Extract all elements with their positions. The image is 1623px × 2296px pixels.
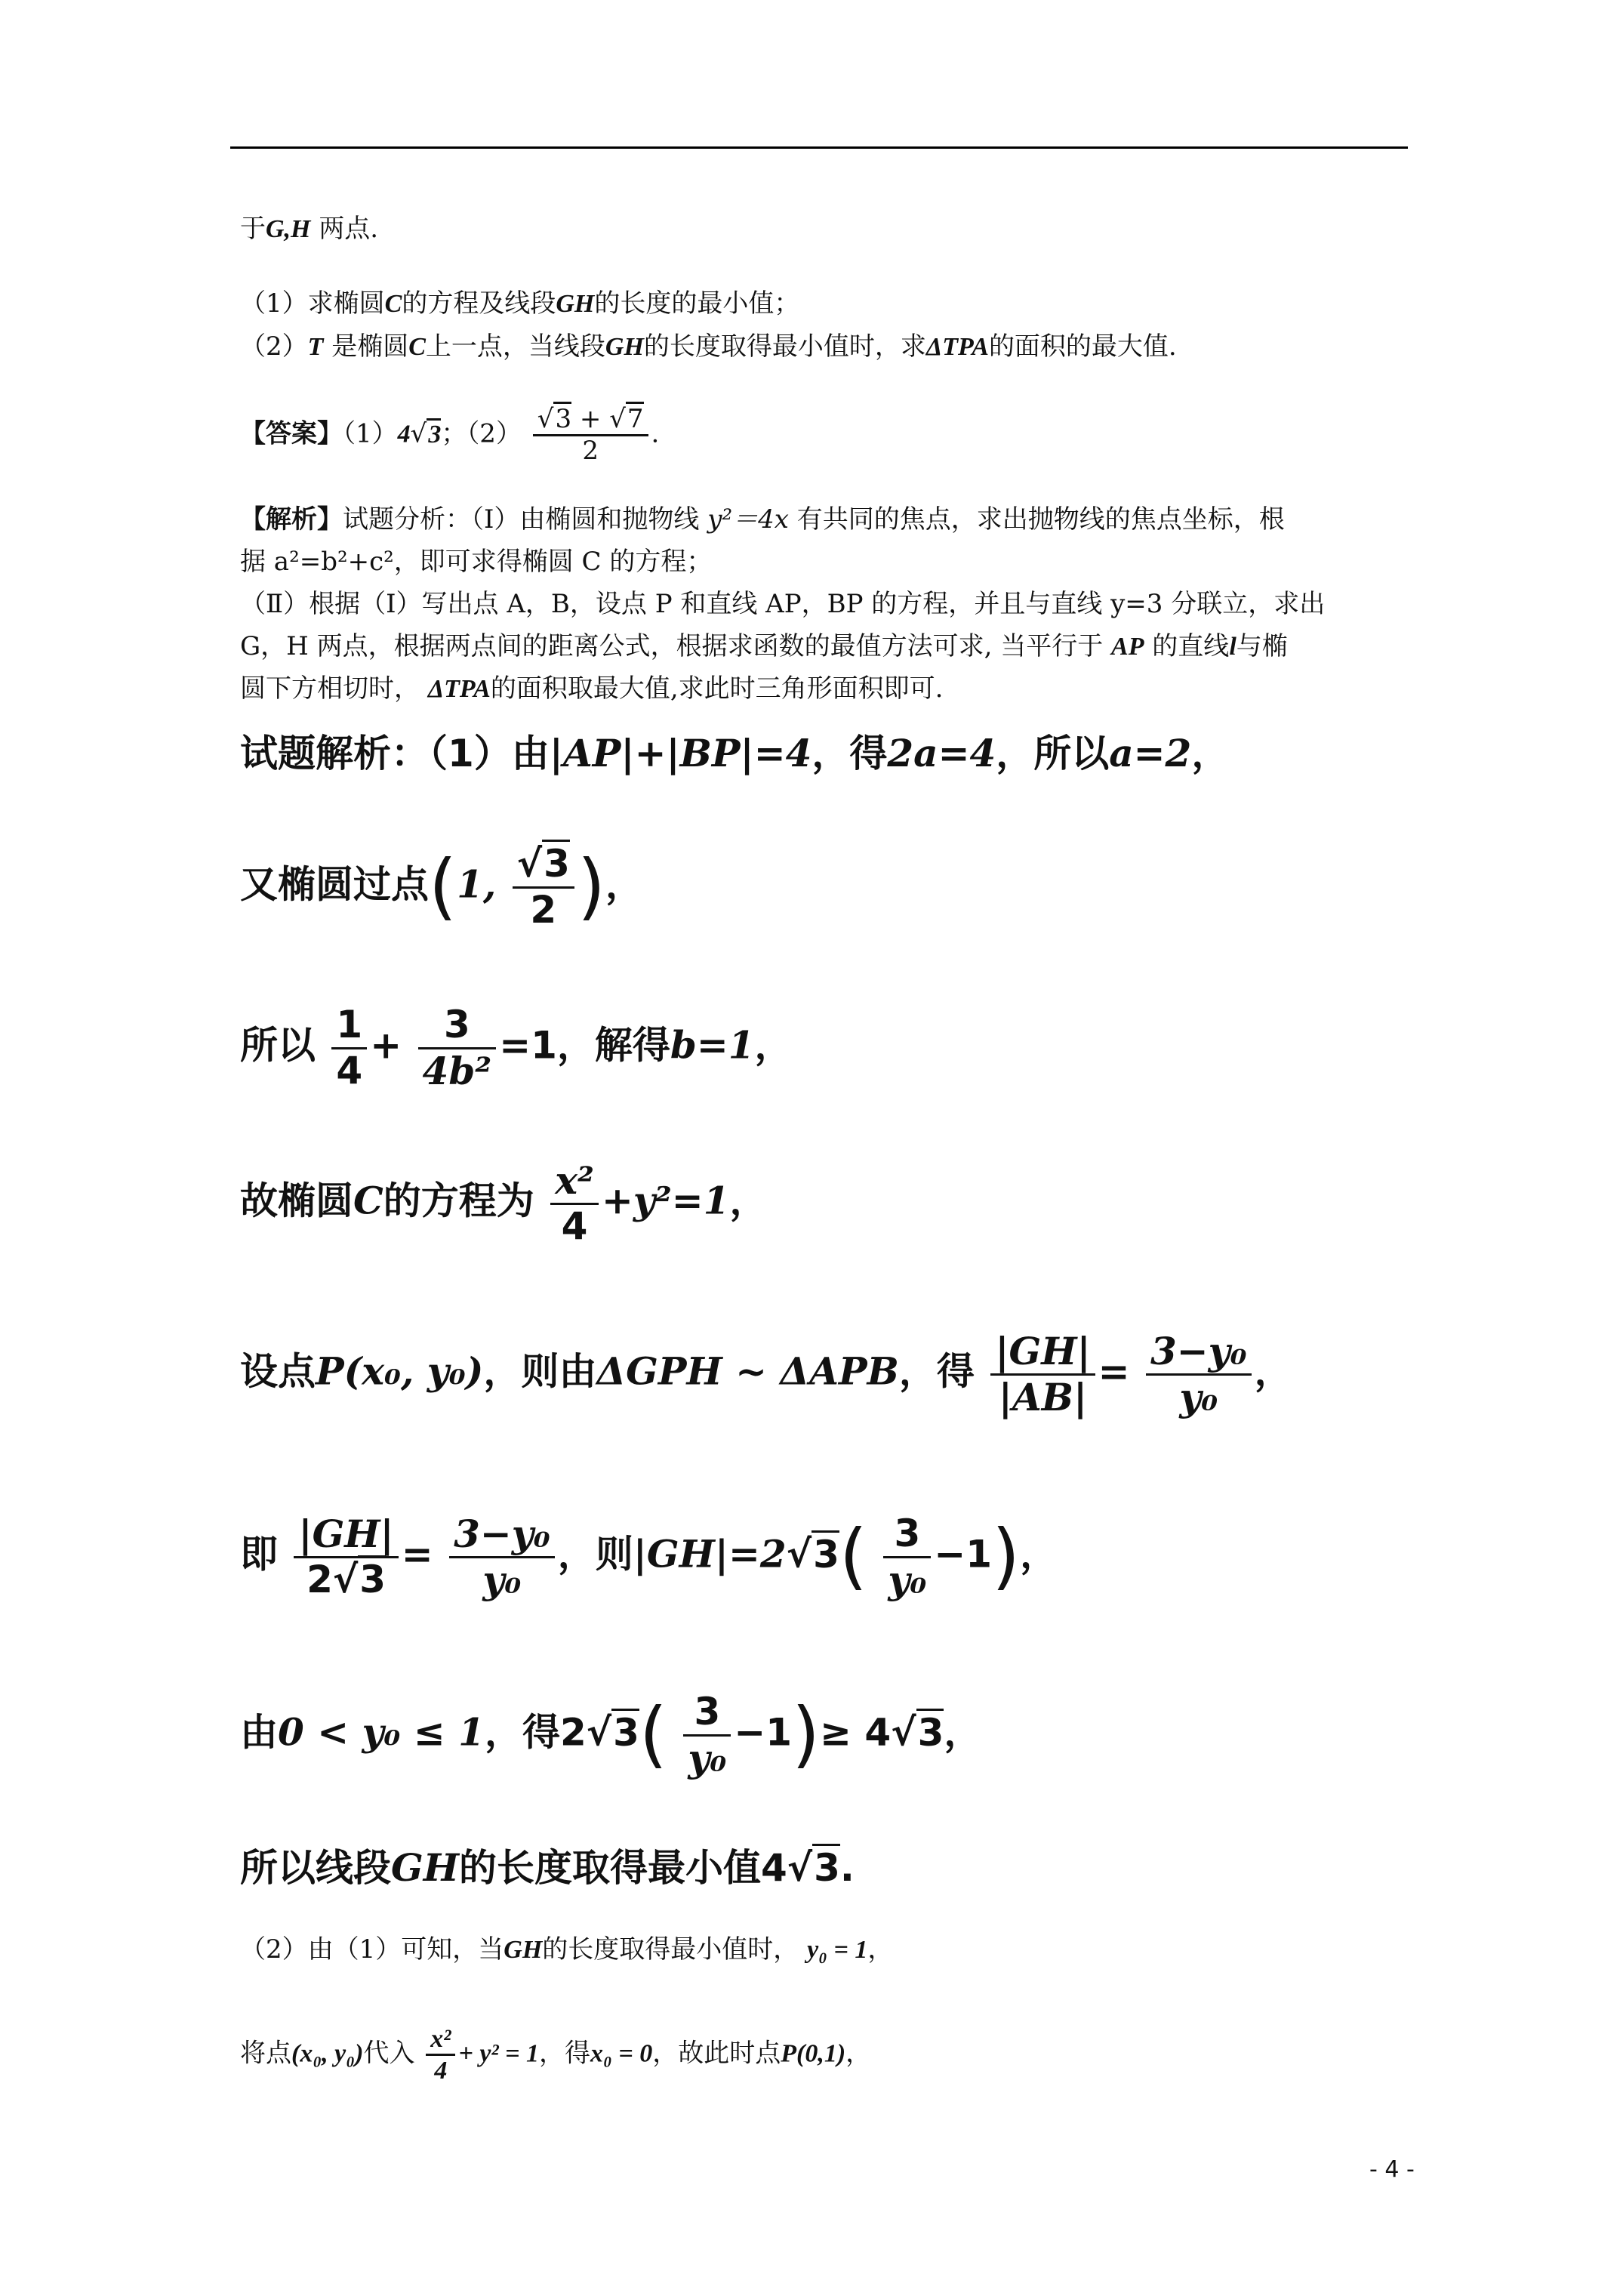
solution-line-9: （2）由（1）可知，当GH的长度取得最小值时， y₀ = 1，	[240, 1934, 894, 1965]
page-number: - 4 -	[1369, 2156, 1415, 2183]
analysis-line-2: 据 a²=b²+c²，即可求得椭圆 C 的方程；	[240, 547, 713, 577]
analysis-line-5: 圆下方相切时， ΔTPA的面积取最大值,求此时三角形面积即可.	[240, 673, 944, 704]
line-gh-points: 于G,H 两点.	[240, 214, 379, 244]
solution-line-1: 试题解析：（1）由|AP|+|BP|=4，得2a=4，所以a=2，	[240, 731, 1230, 775]
analysis-line-3: （Ⅱ）根据（Ⅰ）写出点 A，B，设点 P 和直线 AP，BP 的方程，并且与直线 y=3 分联立，求出	[240, 589, 1326, 619]
solution-line-8: 所以线段GH的长度取得最小值4√3.	[240, 1845, 855, 1890]
solution-line-4: 故椭圆C的方程为 $\frac{\text{x²}}{4}$ +y²=1，	[240, 1158, 768, 1248]
solution-line-10: 将点(x₀, y₀)代入 $\frac{\text{x²}}{4}$ + y² = 1，得x₀ = 0，故此时点P(0,1)，	[240, 2025, 872, 2085]
solution-line-6: 即 $\frac{|GH|}{2√3}$ = $\frac{\text{3−y₀}}{\text{y₀}}$ ，则|GH|=2√3( $\frac{3}{\text{y₀}}$ −1)，	[240, 1512, 1058, 1602]
answer-2-fraction: $\frac{√3 + √7}{2}$	[533, 405, 648, 466]
question-1: （1）求椭圆C的方程及线段GH的长度的最小值；	[240, 288, 800, 319]
solution-line-7: 由0 < y₀ ≤ 1，得2√3( $\frac{3}{\text{y₀}}$ −1)≥ 4√3，	[240, 1690, 982, 1780]
solution-line-2: 又椭圆过点(1, $\frac{√3}{2}$ )，	[240, 843, 643, 932]
answer-line: 【答案】（1）4√3；（2） $\frac{√3 + √7}{2}$ .	[240, 405, 659, 466]
header-rule	[230, 146, 1408, 149]
question-2: （2）T 是椭圆C上一点，当线段GH的长度取得最小值时，求ΔTPA的面积的最大值.	[240, 331, 1177, 362]
analysis-line-1: 【解析】试题分析：（Ⅰ）由椭圆和抛物线 y²＝4x 有共同的焦点，求出抛物线的焦点坐标，根	[240, 504, 1285, 535]
solution-line-5: 设点P(x₀, y₀)，则由ΔGPH ~ ΔAPB，得 $\frac{|GH|}{|AB|}$ = $\frac{\text{3−y₀}}{\text{y₀}}$ ，	[240, 1329, 1292, 1419]
solution-line-3: 所以 $\frac{1}{4}$ + $\frac{3}{\text{4b²}}$ =1，解得b=1，	[240, 1003, 793, 1093]
analysis-line-4: G，H 两点，根据两点间的距离公式，根据求函数的最值方法可求, 当平行于 AP 的直线l与椭	[240, 631, 1288, 661]
